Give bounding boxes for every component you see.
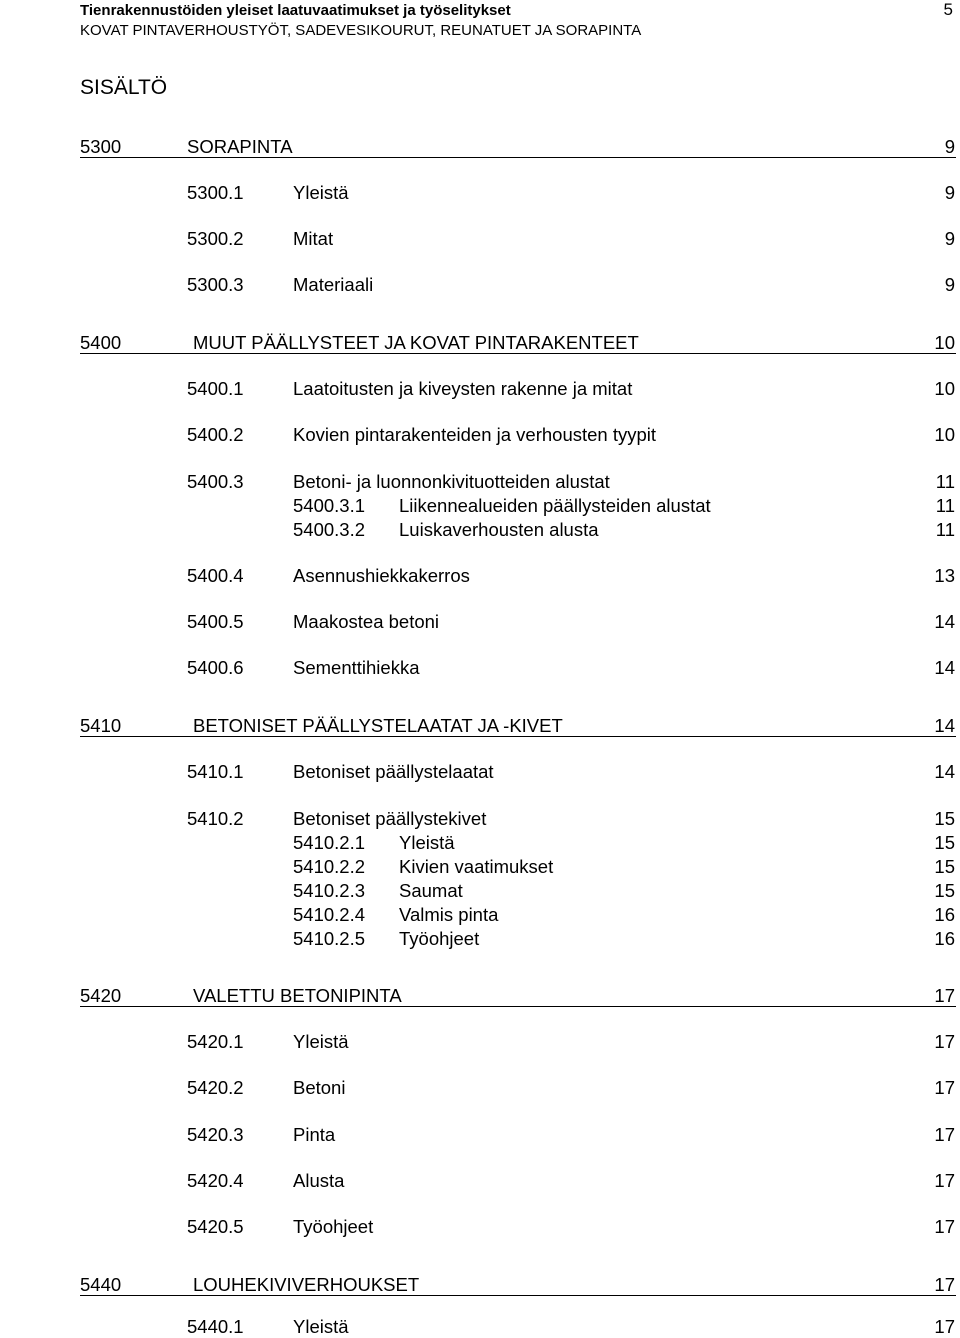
toc-page: 14 <box>934 761 955 782</box>
toc-heading: SISÄLTÖ <box>80 76 168 99</box>
toc-number: 5400 <box>80 332 122 353</box>
document-title: Tienrakennustöiden yleiset laatuvaatimukset ja työselitykset <box>80 2 511 19</box>
toc-page: 10 <box>934 378 955 399</box>
toc-number: 5400.5 <box>187 611 244 632</box>
toc-number: 5400.4 <box>187 565 244 586</box>
toc-subsubsection[interactable] <box>0 928 960 950</box>
toc-subsubsection[interactable] <box>0 880 960 902</box>
document-subtitle: KOVAT PINTAVERHOUSTYÖT, SADEVESIKOURUT, REUNATUET JA SORAPINTA <box>80 22 642 39</box>
toc-page: 15 <box>934 880 955 901</box>
page-number: 5 <box>943 0 953 19</box>
toc-subsection[interactable] <box>0 274 960 296</box>
toc-title: Liikennealueiden päällysteiden alustat <box>399 495 711 516</box>
toc-page: 16 <box>934 928 955 949</box>
toc-number: 5400.2 <box>187 424 244 445</box>
toc-title: MUUT PÄÄLLYSTEET JA KOVAT PINTARAKENTEET <box>193 332 639 353</box>
toc-page: 10 <box>934 332 955 353</box>
toc-subsubsection[interactable] <box>0 856 960 878</box>
toc-page: 17 <box>934 1124 955 1145</box>
toc-section-5410[interactable] <box>80 715 956 737</box>
toc-number: 5400.3 <box>187 471 244 492</box>
toc-title: SORAPINTA <box>187 136 293 157</box>
toc-subsubsection[interactable] <box>0 904 960 926</box>
toc-number: 5410.2.3 <box>293 880 366 901</box>
toc-number: 5400.3.1 <box>293 495 366 516</box>
toc-number: 5420.1 <box>187 1031 244 1052</box>
toc-title: Sementtihiekka <box>293 657 420 678</box>
toc-number: 5410.2.2 <box>293 856 366 877</box>
toc-page: 17 <box>934 1274 955 1295</box>
toc-page: 11 <box>935 519 955 540</box>
toc-title: Työohjeet <box>399 928 480 949</box>
toc-subsubsection[interactable] <box>0 832 960 854</box>
toc-page: 17 <box>934 1170 955 1191</box>
toc-number: 5440.1 <box>187 1316 244 1337</box>
toc-number: 5410.2.5 <box>293 928 366 949</box>
toc-page: 14 <box>934 657 955 678</box>
toc-section-5300[interactable] <box>80 136 956 158</box>
toc-number: 5400.1 <box>187 378 244 399</box>
toc-subsection[interactable] <box>0 1124 960 1146</box>
toc-page: 9 <box>944 274 955 295</box>
toc-number: 5410.2.4 <box>293 904 366 925</box>
toc-number: 5400.6 <box>187 657 244 678</box>
toc-page: 11 <box>935 471 955 492</box>
toc-title: Yleistä <box>399 832 455 853</box>
toc-title: Mitat <box>293 228 334 249</box>
toc-title: Materiaali <box>293 274 374 295</box>
toc-title: Yleistä <box>293 182 349 203</box>
toc-page: 14 <box>934 611 955 632</box>
toc-subsection[interactable] <box>0 808 960 830</box>
toc-title: Alusta <box>293 1170 345 1191</box>
toc-number: 5440 <box>80 1274 122 1295</box>
toc-title: Luiskaverhousten alusta <box>399 519 599 540</box>
toc-subsection[interactable] <box>0 471 960 493</box>
toc-subsection[interactable] <box>0 1216 960 1238</box>
toc-section-5400[interactable] <box>80 332 956 354</box>
toc-number: 5300 <box>80 136 122 157</box>
toc-page: 14 <box>934 715 955 736</box>
toc-page: 17 <box>934 1077 955 1098</box>
toc-number: 5300.2 <box>187 228 244 249</box>
toc-title: Kovien pintarakenteiden ja verhousten tyypit <box>293 424 657 445</box>
toc-number: 5410.1 <box>187 761 244 782</box>
toc-subsection[interactable] <box>0 182 960 204</box>
toc-page: 11 <box>935 495 955 516</box>
toc-page: 17 <box>934 1316 955 1337</box>
toc-title: Yleistä <box>293 1316 349 1337</box>
toc-title: Yleistä <box>293 1031 349 1052</box>
toc-title: Maakostea betoni <box>293 611 440 632</box>
toc-number: 5420.5 <box>187 1216 244 1237</box>
toc-subsection[interactable] <box>0 761 960 783</box>
toc-subsection[interactable] <box>0 378 960 400</box>
toc-title: Betoniset päällystekivet <box>293 808 487 829</box>
toc-page: 16 <box>934 904 955 925</box>
toc-title: VALETTU BETONIPINTA <box>193 985 402 1006</box>
toc-section-5420[interactable] <box>80 985 956 1007</box>
toc-page: 17 <box>934 1216 955 1237</box>
toc-title: Saumat <box>399 880 463 901</box>
toc-subsection[interactable] <box>0 228 960 250</box>
toc-section-5440[interactable] <box>80 1274 956 1296</box>
toc-subsection[interactable] <box>0 1316 960 1338</box>
toc-subsection[interactable] <box>0 565 960 587</box>
toc-title: Työohjeet <box>293 1216 374 1237</box>
toc-subsection[interactable] <box>0 424 960 446</box>
toc-subsubsection[interactable] <box>0 495 960 517</box>
toc-page: 10 <box>934 424 955 445</box>
toc-title: Betoni <box>293 1077 346 1098</box>
toc-subsection[interactable] <box>0 657 960 679</box>
toc-title: Asennushiekkakerros <box>293 565 470 586</box>
toc-title: LOUHEKIVIVERHOUKSET <box>193 1274 420 1295</box>
toc-title: Betoniset päällystelaatat <box>293 761 494 782</box>
toc-page: 15 <box>934 832 955 853</box>
toc-number: 5420.2 <box>187 1077 244 1098</box>
toc-subsection[interactable] <box>0 1077 960 1099</box>
toc-number: 5300.1 <box>187 182 244 203</box>
toc-number: 5420 <box>80 985 122 1006</box>
toc-number: 5410.2 <box>187 808 244 829</box>
toc-page: 17 <box>934 1031 955 1052</box>
toc-page: 15 <box>934 856 955 877</box>
toc-number: 5410 <box>80 715 122 736</box>
toc-page: 17 <box>934 985 955 1006</box>
toc-number: 5300.3 <box>187 274 244 295</box>
toc-number: 5410.2.1 <box>293 832 366 853</box>
toc-title: Kivien vaatimukset <box>399 856 554 877</box>
toc-subsubsection[interactable] <box>0 519 960 541</box>
toc-subsection[interactable] <box>0 611 960 633</box>
toc-subsection[interactable] <box>0 1031 960 1053</box>
toc-subsection[interactable] <box>0 1170 960 1192</box>
toc-title: Valmis pinta <box>399 904 499 925</box>
toc-page: 15 <box>934 808 955 829</box>
toc-title: Laatoitusten ja kiveysten rakenne ja mitat <box>293 378 633 399</box>
toc-number: 5420.4 <box>187 1170 244 1191</box>
toc-number: 5420.3 <box>187 1124 244 1145</box>
toc-title: Betoni- ja luonnonkivituotteiden alustat <box>293 471 610 492</box>
toc-page: 13 <box>934 565 955 586</box>
toc-title: Pinta <box>293 1124 336 1145</box>
toc-title: BETONISET PÄÄLLYSTELAATAT JA -KIVET <box>193 715 563 736</box>
toc-page: 9 <box>944 136 955 157</box>
toc-page: 9 <box>944 182 955 203</box>
toc-number: 5400.3.2 <box>293 519 366 540</box>
toc-page: 9 <box>944 228 955 249</box>
